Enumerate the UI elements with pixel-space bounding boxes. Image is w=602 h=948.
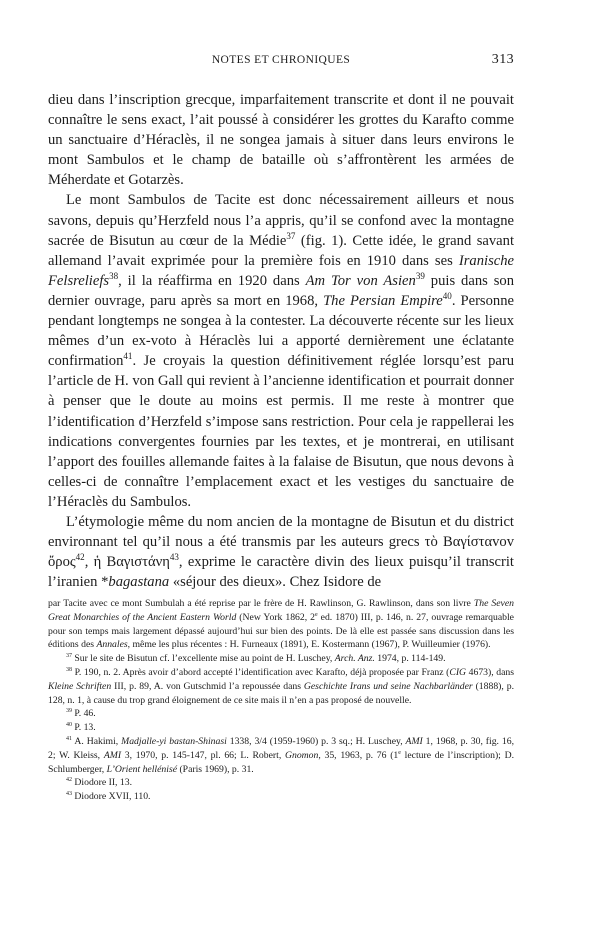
journal-title: Arch. Anz.	[334, 653, 375, 665]
title-am-tor-von-asien: Am Tor von Asien	[305, 272, 416, 289]
journal-title: CIG	[449, 666, 467, 678]
text-run: (fig. 1). Cette idée, le grand savant allemand l’avait exprimée pour la première fois en 1910 dans ses	[48, 232, 514, 269]
footnote-ref-39[interactable]: 39	[415, 270, 425, 281]
text-run: P. 190, n. 2. Après avoir d’abord accepté l’identification avec Karafto, déjà proposée par Franz (	[72, 666, 450, 678]
footnote-ref-38[interactable]: 38	[109, 270, 119, 281]
text-run: , ἡ Βαγιστάνη	[84, 554, 170, 571]
footnote-ref-37[interactable]: 37	[286, 230, 296, 241]
journal-title: Madjalle-yi bastan-Shinasi	[121, 735, 227, 747]
paragraph-2	[48, 190, 514, 512]
text-run: III, p. 89, A. von Gutschmid l’a repoussée dans	[111, 680, 304, 692]
superscript: e	[398, 749, 401, 756]
footnote-continued	[48, 597, 514, 652]
book-title: Annales	[96, 639, 128, 651]
book-title: L’Orient hellénisé	[106, 763, 178, 775]
footnote-37	[48, 652, 514, 666]
text-run: . Personne pendant longtemps ne songea à la contester. La découverte récente sur les lieux mêmes d’un ex-voto à Héraclès lui a apporté dernièrement une éclatante confirmation	[48, 292, 514, 370]
text-run: 1, 1968, p. 30, fig. 16, 2; W. Kleiss,	[48, 735, 514, 761]
footnote-number: 43	[66, 790, 72, 797]
book-title: The Seven Great Monarchies of the Ancient Eastern World	[48, 598, 514, 623]
footnote-38	[48, 666, 514, 707]
footnote-number: 39	[66, 708, 72, 715]
title-persian-empire: The Persian Empire	[323, 292, 443, 309]
footnote-number: 37	[66, 652, 72, 659]
text-run: dieu dans l’inscription grecque, imparfaitement transcrite et dont il ne pouvait connaître le sens exact, l’ait poussé à considérer les grottes du Karafto comme un sanctuaire d’Héraclès, il ne songea jamais à situer dans leurs environs le mont Sambulos et le champ de bataille où s’affrontèrent les armées de Méherdate et Gotarzès.	[48, 92, 514, 189]
text-run: , il la réaffirma en 1920 dans	[118, 272, 306, 289]
text-run: A. Hakimi,	[72, 735, 122, 747]
text-run: lecture de l’inscription); D. Schlumberger,	[48, 749, 514, 775]
footnote-39	[48, 707, 514, 721]
text-run: . Je croyais la question définitivement réglée lorsqu’est paru l’article de H. von Gall qui revient à l’ancienne identification et pourrait donner à penser que le doute au moins est permis. Il me reste à montrer que l’identification d’Herzfeld s’impose sans restriction. Pour cela je rappellerai les indications convergentes fournies par les textes, et je montrerai, en utilisant l’apport des fouilles allemande faites à la falaise de Bisutun, que nous devons à celles-ci de connaître l’emplacement exact et les vestiges du sanctuaire de l’Héraclès du Sambulos.	[48, 353, 514, 510]
text-run: P. 46.	[72, 708, 96, 720]
title-iranische-felsreliefs: Iranische Felsreliefs	[48, 252, 514, 289]
footnote-ref-40[interactable]: 40	[442, 291, 452, 302]
text-run: 3, 1970, p. 145-147, pl. 66; L. Robert,	[121, 749, 285, 761]
footnote-40	[48, 721, 514, 735]
text-run: Sur le site de Bisutun cf. l’excellente mise au point de H. Luschey,	[72, 653, 335, 665]
main-text	[48, 90, 514, 592]
text-run: , 35, 1963, p. 76 (1	[318, 749, 399, 761]
footnote-number: 42	[66, 777, 72, 784]
footnote-number: 41	[66, 735, 72, 742]
footnote-ref-42[interactable]: 42	[75, 552, 85, 563]
footnotes	[48, 597, 514, 804]
footnote-41	[48, 735, 514, 776]
running-header	[48, 48, 514, 70]
text-run: , exprime le caractère divin des lieux puisqu’il transcrit l’iranien *	[48, 554, 514, 591]
footnote-43	[48, 790, 514, 804]
journal-title: AMI	[103, 749, 122, 761]
footnote-number: 38	[66, 666, 72, 673]
footnote-ref-41[interactable]: 41	[123, 351, 133, 362]
text-run: ed. 1870) III, p. 146, n. 27, ouvrage remarquable pour son temps mais largement dépassé aujourd’hui sur bien des points. De là elle est passée sans discussion dans les éditions des	[48, 611, 514, 651]
text-run: (New York 1862, 2	[236, 611, 315, 623]
text-run: 1974, p. 114-149.	[374, 653, 446, 665]
text-run: par Tacite avec ce mont Sumbulah a été reprise par le frère de H. Rawlinson, G. Rawlinson, dans son livre	[48, 598, 474, 609]
journal-title: AMI	[405, 735, 423, 747]
text-run: Le mont Sambulos de Tacite est donc nécessairement ailleurs et nous savons, depuis qu’Herzfeld nous l’a appris, qu’il se confond avec la montagne sacrée de Bisutun au cœur de la Médie	[48, 192, 514, 249]
text-run: puis dans son dernier ouvrage, paru après sa mort en 1968,	[48, 272, 515, 309]
page-number: 313	[491, 52, 514, 67]
book-title: Kleine Schriften	[48, 680, 112, 692]
text-run: , même les plus récentes : H. Furneaux (1891), E. Kostermann (1967), P. Wuilleumier (1976).	[127, 639, 491, 651]
paragraph-3	[48, 512, 514, 592]
superscript: e	[314, 611, 318, 618]
running-title: NOTES ET CHRONIQUES	[211, 54, 351, 66]
term-bagastana: bagastana	[108, 574, 170, 591]
text-run: 4673), dans	[466, 666, 515, 678]
text-run: Diodore XVII, 110.	[72, 791, 151, 803]
text-run: L’étymologie même du nom ancien de la montagne de Bisutun et du district environnant tel qu’il nous a été transmis par les auteurs grecs τὸ Βαγίσταvov ὄρος	[48, 513, 514, 571]
text-run: 1338, 3/4 (1959-1960) p. 3 sq.; H. Luschey,	[226, 735, 406, 747]
paragraph-1	[48, 90, 514, 190]
text-run: (1888), p. 128, n. 1, à cause du trop grand éloignement de ce site mais il n’en a pas proposé de nouvelle.	[48, 680, 515, 706]
text-run: P. 13.	[72, 722, 96, 734]
book-title: Geschichte Irans und seine Nachbarländer	[303, 680, 473, 692]
footnote-ref-43[interactable]: 43	[169, 552, 179, 563]
text-run: «séjour des dieux». Chez Isidore de	[169, 574, 382, 591]
text-run: Diodore II, 13.	[72, 777, 132, 789]
journal-title: Gnomon	[284, 749, 319, 761]
footnote-number: 40	[66, 721, 72, 728]
footnote-42	[48, 776, 514, 790]
text-run: (Paris 1969), p. 31.	[177, 763, 254, 775]
